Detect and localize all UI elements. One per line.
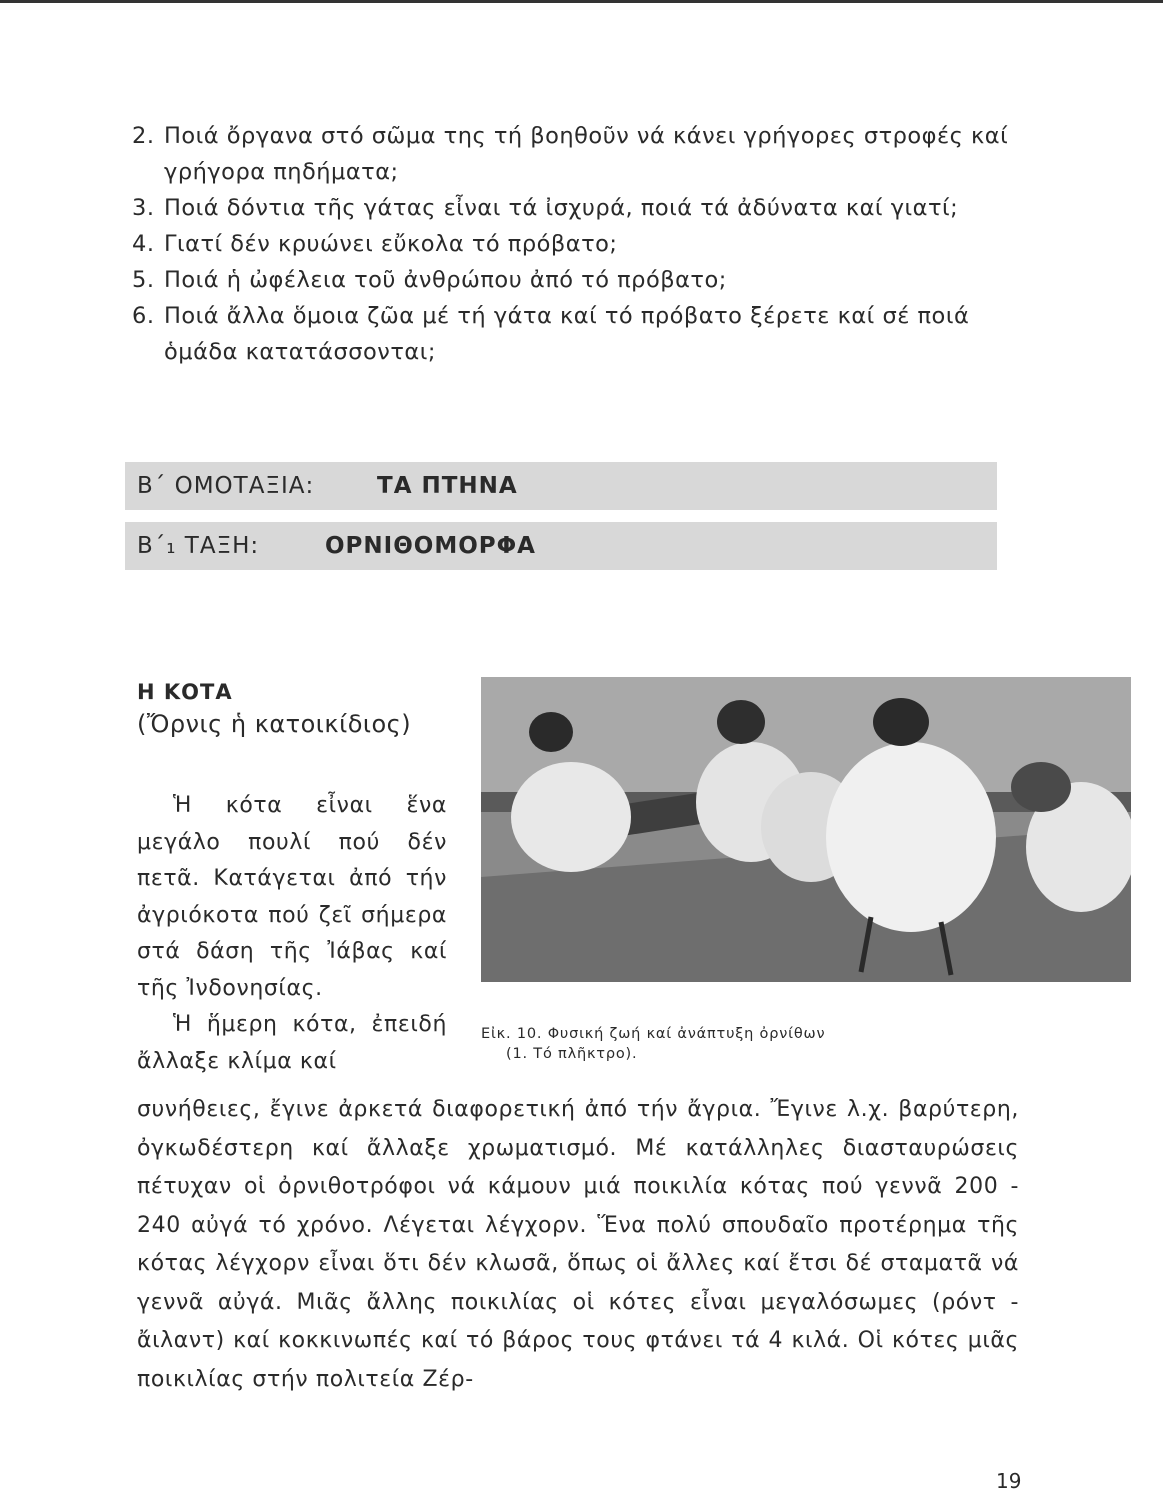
question-text: Ποιά ὄργανα στό σῶμα της τή βοηθοῦν νά κάνει γρήγορες στροφές καί γρήγορα πηδήματα;	[164, 123, 1009, 185]
question-number: 3.	[132, 195, 155, 221]
question-number: 5.	[132, 267, 155, 293]
question-item	[132, 190, 1032, 226]
question-text: Ποιά ἡ ὠφέλεια τοῦ ἀνθρώπου ἀπό τό πρόβατο;	[164, 267, 727, 293]
question-number: 4.	[132, 231, 155, 257]
question-item	[132, 226, 1032, 262]
order-label: Β΄₁ ΤΑΞΗ:	[137, 533, 260, 559]
top-rule	[0, 0, 1163, 3]
paragraph: συνήθειες, ἔγινε ἀρκετά διαφορετική ἀπό τήν ἄγρια. Ἔγινε λ.χ. βαρύτερη, ὀγκωδέστερη καί ἄλλαξε χρωματισμό. Μέ κατάλληλες διασταυρώσεις πέτυχαν οἱ ὀρνιθοτρόφοι νά κάμουν μιά ποικιλία κότας πού γεννᾶ 200 - 240 αὐγά τό χρόνο. Λέγεται λέγχορν. Ἕνα πολύ σπουδαῖο προτέρημα τῆς κότας λέγχορν εἶναι ὅτι δέν κλωσᾶ, ὅπως οἱ ἄλλες καί ἔτσι δέ σταματᾶ νά γεννᾶ αὐγά. Μιᾶς ἄλλης ποικιλίας οἱ κότες εἶναι μεγαλόσωμες (ρόντ - ἄιλαντ) καί κοκκινωπές καί τό βάρος τους φτάνει τά 4 κιλά. Οἱ κότες μιᾶς ποικιλίας στήν πολιτεία Ζέρ-	[137, 1097, 1019, 1392]
question-number: 2.	[132, 123, 155, 149]
paragraph: Ἡ ἥμερη κότα, ἐπειδή ἄλλαξε κλίμα καί	[137, 1012, 447, 1074]
chickens-photo	[481, 677, 1131, 982]
question-item	[132, 298, 1032, 370]
question-text: Ποιά ἄλλα ὅμοια ζῶα μέ τή γάτα καί τό πρόβατο ξέρετε καί σέ ποιά ὁμάδα κατατάσσονται;	[164, 303, 970, 365]
question-text: Ποιά δόντια τῆς γάτας εἶναι τά ἰσχυρά, ποιά τά ἀδύνατα καί γιατί;	[164, 195, 959, 221]
paragraph: Ἡ κότα εἶναι ἕνα μεγάλο πουλί πού δέν πετᾶ. Κατάγεται ἀπό τήν ἀγριόκοτα πού ζεῖ σήμερα στά δάση τῆς Ἰάβας καί τῆς Ἰνδονησίας.	[137, 793, 447, 1001]
section-subheading: (Ὄρνις ἡ κατοικίδιος)	[137, 710, 412, 738]
section-heading: Η ΚΟΤΑ	[137, 680, 233, 704]
order-name: ΟΡΝΙΘΟΜΟΡΦΑ	[325, 533, 536, 559]
question-item	[132, 262, 1032, 298]
order-heading-band	[125, 522, 997, 570]
class-name: ΤΑ ΠΤΗΝΑ	[377, 473, 518, 499]
caption-line: Εἰκ. 10. Φυσική ζωή καί ἀνάπτυξη ὀρνίθων	[481, 1026, 826, 1042]
question-text: Γιατί δέν κρυώνει εὔκολα τό πρόβατο;	[164, 231, 618, 257]
narrow-text-column	[137, 788, 447, 1080]
figure-caption	[481, 1024, 825, 1064]
class-label: Β΄ ΟΜΟΤΑΞΙΑ:	[137, 473, 315, 499]
class-heading-band	[125, 462, 997, 510]
question-number: 6.	[132, 303, 155, 329]
body-text	[137, 1091, 1019, 1399]
caption-line: (1. Τό πλῆκτρο).	[506, 1046, 638, 1062]
review-questions	[132, 118, 1032, 370]
question-item	[132, 118, 1032, 190]
page-number: 19	[996, 1469, 1022, 1493]
